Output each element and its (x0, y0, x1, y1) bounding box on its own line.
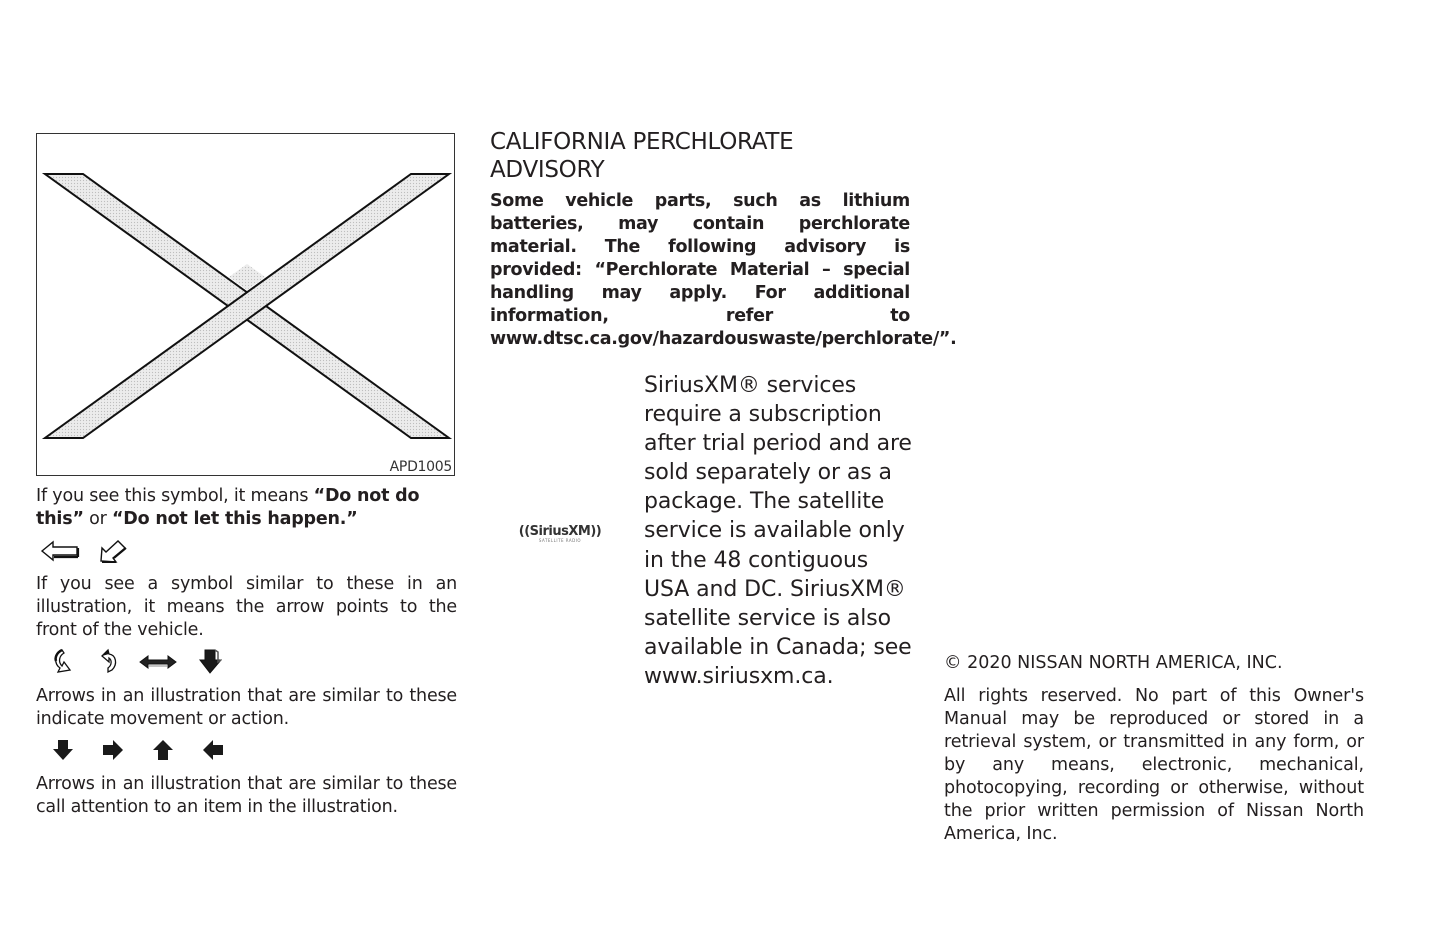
arrow-left-outline-icon (40, 539, 80, 567)
symbol-text-prefix: If you see this symbol, it means (36, 486, 314, 506)
arrow-left-solid-icon (202, 739, 224, 765)
perchlorate-heading: CALIFORNIA PERCHLORATE ADVISORY (490, 129, 794, 183)
symbol-text-or: or (83, 509, 112, 529)
arrow-down-left-outline-icon (98, 538, 128, 568)
siriusxm-logo (500, 515, 620, 553)
symbol-text-do-not-let: “Do not let this happen.” (111, 509, 358, 529)
x-symbol-icon (37, 134, 453, 474)
symbol-text-do-not-do: “Do not do this” (36, 486, 420, 529)
arrow-right-solid-icon (102, 739, 124, 765)
movement-arrows-text: Arrows in an illustration that are similar to these indicate movement or action. (36, 686, 457, 729)
figure-code: APD1005 (389, 459, 452, 475)
siriusxm-logo-tagline: SATELLITE RADIO (538, 538, 582, 543)
double-arrow-horizontal-icon (138, 652, 178, 676)
copyright-line: © 2020 NISSAN NORTH AMERICA, INC. (944, 653, 1283, 673)
curved-arrow-right-icon (98, 648, 122, 680)
arrow-down-solid-icon (52, 739, 74, 765)
arrow-down-3d-icon (198, 648, 224, 680)
arrow-up-solid-icon (152, 739, 174, 765)
attention-arrows-row (52, 739, 224, 765)
front-arrows-row (40, 538, 128, 568)
front-arrows-text: If you see a symbol similar to these in an illustration, it means the arrow points to the front of the vehicle. (36, 574, 457, 640)
curved-arrow-left-icon (50, 648, 74, 680)
movement-arrows-row (50, 648, 224, 680)
perchlorate-advisory-text: Some vehicle parts, such as lithium batteries, may contain perchlorate material. The following advisory is provided: “Perchlorate Material – special handling may apply. For additional information, refer to www.dtsc.ca.gov/hazardouswaste/perchlorate/”. (490, 191, 957, 349)
siriusxm-logo-text: ((SiriusXM)) (518, 524, 602, 539)
rights-reserved-text: All rights reserved. No part of this Owner's Manual may be reproduced or stored in a retrieval system, or transmitted in any form, or by any means, electronic, mechanical, photocopying, recording or otherwise, without the prior written permission of Nissan North America, Inc. (944, 686, 1364, 844)
attention-arrows-text: Arrows in an illustration that are similar to these call attention to an item in the illustration. (36, 774, 457, 817)
do-not-symbol-figure (36, 133, 455, 476)
siriusxm-notice-text: SiriusXM® services require a subscription after trial period and are sold separately or as a package. The satellite service is available only in the 48 contiguous USA and DC. SiriusXM® satellite service is also available in Canada; see www.siriusxm.ca. (644, 373, 912, 689)
symbol-meaning-text (36, 485, 457, 531)
